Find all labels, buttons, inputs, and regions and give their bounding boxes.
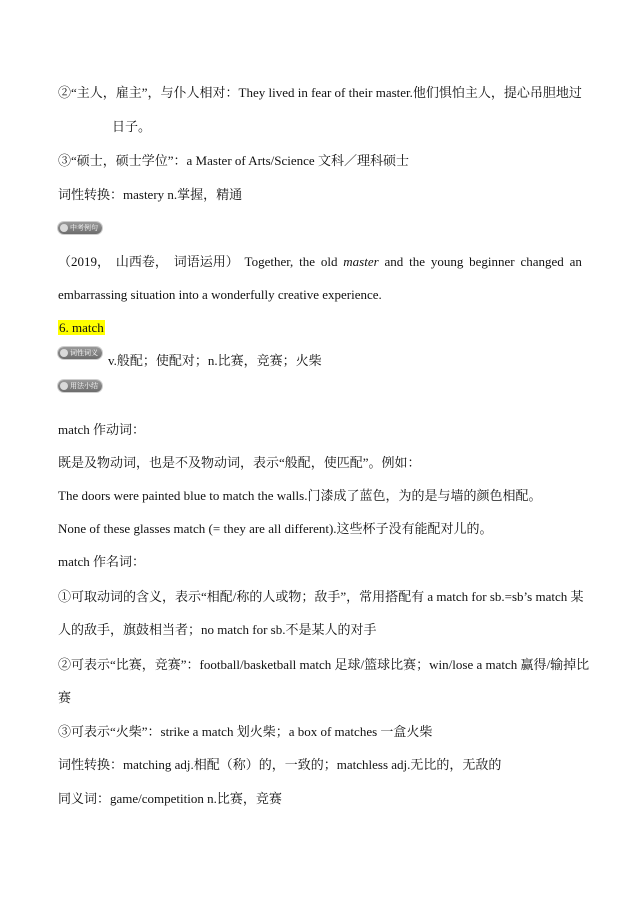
- text-line: ②可表示“比赛，竞赛”：football/basketball match 足球/篮球比赛；win/lose a match 赢得/输掉比: [58, 657, 590, 672]
- text-line: 赛: [58, 690, 72, 705]
- text-line: ③可表示“火柴”：strike a match 划火柴；a box of matches 一盒火柴: [58, 724, 433, 739]
- text-line: match 作名词：: [58, 554, 146, 569]
- section-heading: 6. match: [59, 320, 104, 335]
- text-line: 词性转换：mastery n.掌握，精通: [58, 187, 243, 202]
- section-badge: 用法小结: [58, 380, 102, 392]
- text-line: The doors were painted blue to match the walls.门漆成了蓝色，为的是与墙的颜色相配。: [58, 488, 542, 503]
- text-line: 既是及物动词，也是不及物动词，表示“般配，使匹配”。例如：: [58, 455, 421, 470]
- text-line-justified: （2019， 山西卷， 词语运用） Together, the old master and the young beginner changed an: [58, 254, 582, 269]
- text-line: v.般配；使配对；n.比赛，竞赛；火柴: [108, 353, 322, 368]
- text-line: ①可取动词的含义，表示“相配/称的人或物；敌手”，常用搭配有 a match for sb.=sb’s match 某: [58, 589, 584, 604]
- text-line: match 作动词：: [58, 422, 146, 437]
- section-badge: 中考例句: [58, 222, 102, 234]
- text-line: None of these glasses match (= they are all different).这些杯子没有能配对儿的。: [58, 521, 493, 536]
- text-line: 词性转换：matching adj.相配（称）的，一致的；matchless adj.无比的，无敌的: [58, 757, 502, 772]
- text-line: ②“主人，雇主”，与仆人相对：They lived in fear of their master.他们惧怕主人，提心吊胆地过: [58, 85, 582, 100]
- section-badge: 词性词义: [58, 347, 102, 359]
- text-line: embarrassing situation into a wonderfully creative experience.: [58, 287, 382, 302]
- text-line: ③“硕士，硕士学位”：a Master of Arts/Science 文科／理科硕士: [58, 153, 409, 168]
- text-line: 人的敌手，旗鼓相当者；no match for sb.不是某人的对手: [58, 622, 377, 637]
- text-line: 日子。: [112, 119, 152, 134]
- text-line: 同义词：game/competition n.比赛，竞赛: [58, 791, 282, 806]
